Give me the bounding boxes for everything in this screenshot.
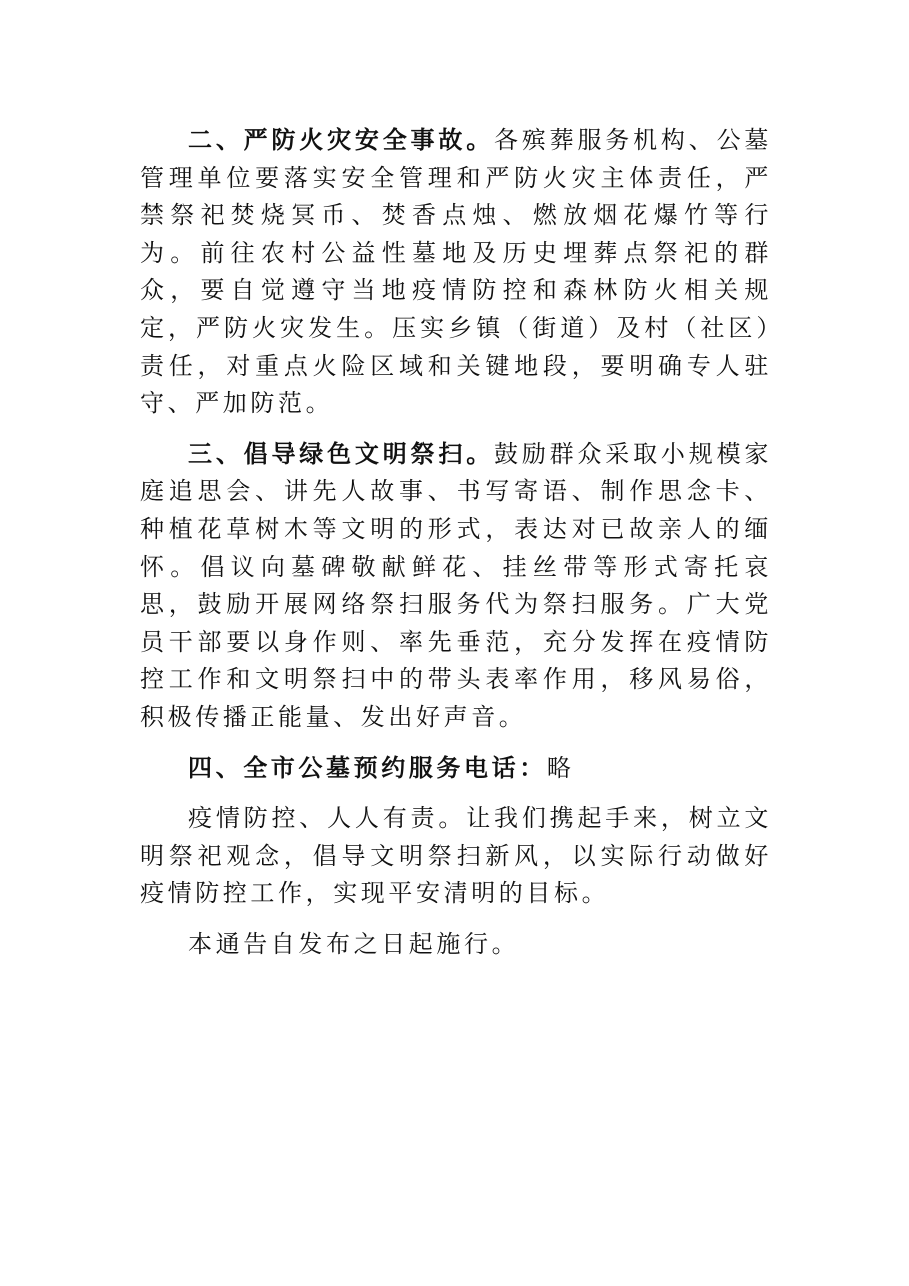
effective-date-notice: 本通告自发布之日起施行。 [188, 929, 520, 958]
section-fire-safety [140, 122, 772, 423]
section-service-phone [140, 750, 772, 788]
section-heading: 三、倡导绿色文明祭扫。 [188, 439, 495, 468]
section-body: 各殡葬服务机构、公墓管理单位要落实安全管理和严防火灾主体责任，严禁祭祀焚烧冥币、焚香点烛、燃放烟花爆竹等行为。前往农村公益性墓地及历史埋葬点祭祀的群众，要自觉遵守当地疫情防控和森林防火相关规定，严防火灾发生。压实乡镇（街道）及村（社区）责任，对重点火险区域和关键地段，要明确专人驻守、严加防范。 [140, 126, 772, 418]
section-heading: 四、全市公墓预约服务电话： [188, 753, 547, 782]
section-body: 鼓励群众采取小规模家庭追思会、讲先人故事、书写寄语、制作思念卡、种植花草树木等文明的形式，表达对已故亲人的缅怀。倡议向墓碑敬献鲜花、挂丝带等形式寄托哀思，鼓励开展网络祭扫服务代为祭扫服务。广大党员干部要以身作则、率先垂范，充分发挥在疫情防控工作和文明祭扫中的带头表率作用，移风易俗，积极传播正能量、发出好声音。 [140, 439, 772, 731]
section-heading: 二、严防火灾安全事故。 [188, 126, 495, 154]
section-green-memorial [140, 436, 772, 737]
closing-paragraph: 疫情防控、人人有责。让我们携起手来，树立文明祭祀观念，倡导文明祭扫新风，以实际行动做好疫情防控工作，实现平安清明的目标。 [140, 804, 772, 908]
document-page [140, 122, 772, 976]
section-body: 略 [546, 753, 575, 782]
